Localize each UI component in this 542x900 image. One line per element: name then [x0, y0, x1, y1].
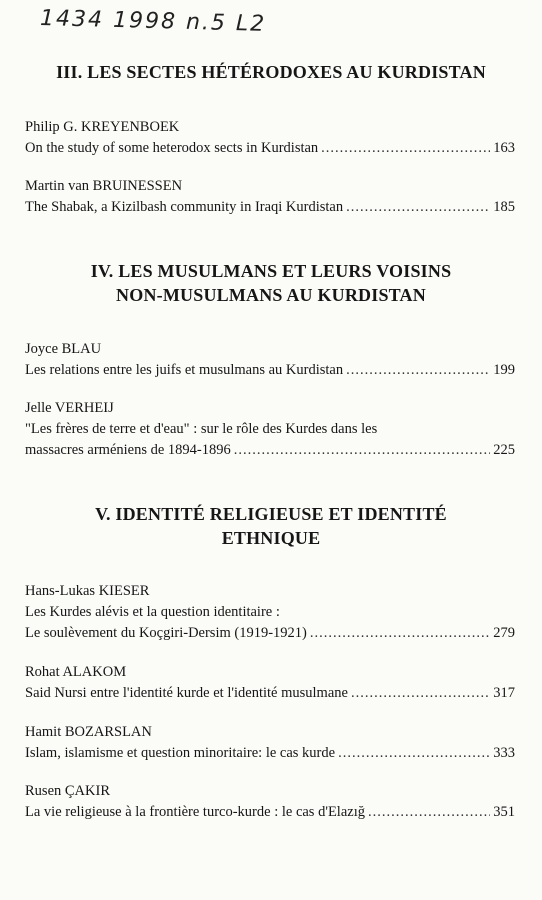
entry-author: Martin van BRUINESSEN — [25, 178, 183, 194]
entry-title: "Les frères de terre et d'eau" : sur le rôle des Kurdes dans les — [25, 421, 378, 437]
entry-title-line — [25, 683, 515, 704]
entry-page-number: 225 — [493, 442, 515, 458]
entry-title: Le soulèvement du Koçgiri-Dersim (1919-1921) — [25, 625, 307, 641]
entry-author: Hans-Lukas KIESER — [25, 583, 150, 599]
section-title-line: ETHNIQUE — [221, 528, 321, 548]
toc-entry-kieser — [25, 581, 515, 644]
entry-title: Said Nursi entre l'identité kurde et l'identité musulmane — [25, 685, 348, 701]
entry-title-line — [25, 138, 515, 159]
section-title-line: NON-MUSULMANS AU KURDISTAN — [116, 285, 426, 305]
entry-title-line — [25, 623, 515, 644]
entry-title: On the study of some heterodox sects in Kurdistan — [25, 140, 319, 156]
entry-title: Les relations entre les juifs et musulmans au Kurdistan — [25, 362, 344, 378]
dot-leader — [368, 802, 490, 823]
dot-leader — [346, 360, 490, 381]
section-title-line: V. IDENTITÉ RELIGIEUSE ET IDENTITÉ — [95, 504, 447, 524]
entry-author: Joyce BLAU — [25, 341, 102, 357]
dot-leader — [234, 440, 490, 461]
dot-leader — [346, 197, 490, 218]
entry-author: Rusen ÇAKIR — [25, 783, 110, 799]
entry-title-line — [25, 802, 515, 823]
toc-entry-blau — [25, 339, 515, 381]
entry-title: Les Kurdes alévis et la question identitaire : — [25, 604, 280, 620]
entry-page-number: 185 — [493, 199, 515, 215]
entry-title-line — [25, 440, 515, 461]
entry-author: Rohat ALAKOM — [25, 664, 127, 680]
entry-title: Islam, islamisme et question minoritaire: le cas kurde — [25, 745, 336, 761]
entry-title: The Shabak, a Kizilbash community in Iraqi Kurdistan — [25, 199, 344, 215]
entry-author: Philip G. KREYENBOEK — [25, 119, 180, 135]
entry-page-number: 317 — [493, 685, 515, 701]
toc-entry-bozarslan — [25, 722, 515, 764]
entry-page-number: 163 — [493, 140, 515, 156]
section-title-line: III. LES SECTES HÉTÉRODOXES AU KURDISTAN — [56, 62, 486, 82]
entry-page-number: 333 — [493, 745, 515, 761]
toc-entry-cakir — [25, 781, 515, 823]
entry-title-line — [25, 197, 515, 218]
section-title-iii — [20, 60, 522, 84]
handwritten-note: 1434 1998 n.5 L2 — [39, 5, 267, 37]
dot-leader — [351, 683, 490, 704]
entry-title: La vie religieuse à la frontière turco-kurde : le cas d'Elazığ — [25, 804, 365, 820]
toc-entry-bruinessen — [25, 176, 515, 218]
section-title-line: IV. LES MUSULMANS ET LEURS VOISINS — [90, 261, 452, 281]
toc-entry-verheij — [25, 398, 515, 461]
toc-entry-alakom — [25, 662, 515, 704]
entry-author: Hamit BOZARSLAN — [25, 724, 152, 740]
entry-title: massacres arméniens de 1894-1896 — [25, 442, 231, 458]
entry-title-line — [25, 360, 515, 381]
section-title-iv — [20, 259, 522, 307]
entry-author: Jelle VERHEIJ — [25, 400, 114, 416]
toc-entry-kreyenboek — [25, 117, 515, 159]
dot-leader — [321, 138, 490, 159]
section-title-v — [20, 502, 522, 550]
dot-leader — [310, 623, 490, 644]
dot-leader — [338, 743, 490, 764]
entry-title-line — [25, 743, 515, 764]
entry-page-number: 351 — [493, 804, 515, 820]
entry-page-number: 279 — [493, 625, 515, 641]
entry-page-number: 199 — [493, 362, 515, 378]
